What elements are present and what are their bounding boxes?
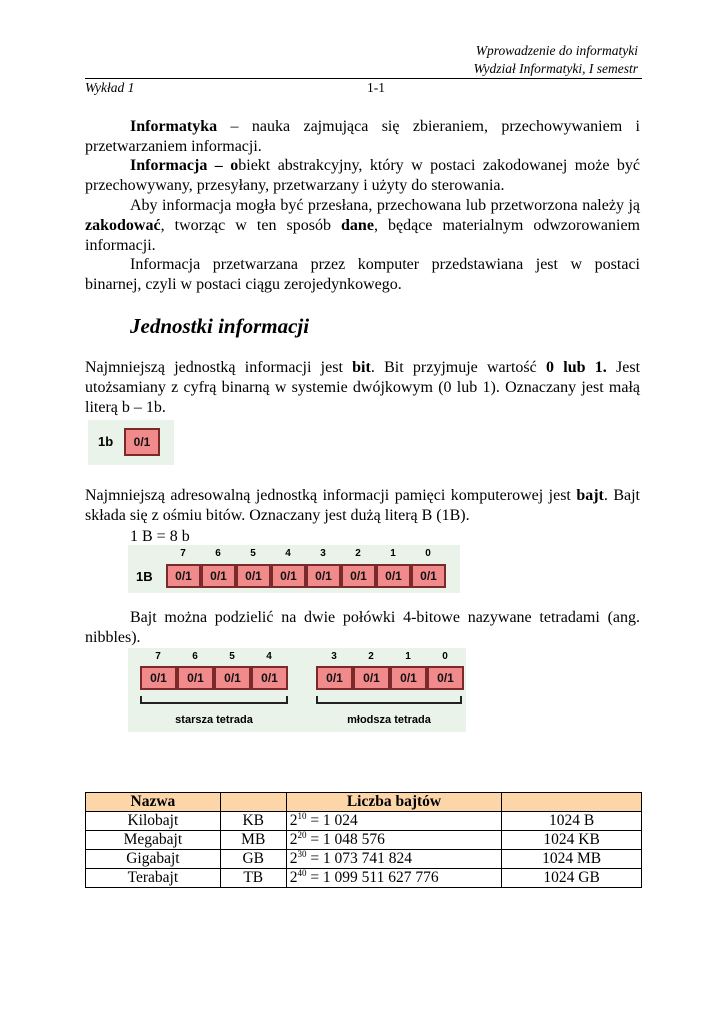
header-page-number: 1-1 <box>367 80 385 95</box>
nibble-bit-cell: 0/1 <box>214 666 251 690</box>
text-span: , będące materialnym odwzorowaniem informacji. <box>85 217 640 254</box>
text-span: . Bajt składa się z ośmiu bitów. Oznaczany jest dużą literą B (1B). <box>85 487 641 524</box>
bit-index-label: 6 <box>192 651 198 662</box>
unit-bytes <box>286 869 502 888</box>
bit-index-label: 5 <box>229 651 235 662</box>
bit-index-label: 1 <box>390 548 396 559</box>
unit-name: Terabajt <box>86 869 221 888</box>
high-nibble-brace <box>140 696 288 704</box>
nibble-bit-cell: 0/1 <box>140 666 177 690</box>
bit-index-label: 0 <box>442 651 448 662</box>
power-base: 2 <box>289 850 298 867</box>
bit-index-label: 5 <box>250 548 256 559</box>
nibble-bit-cell: 0/1 <box>427 666 464 690</box>
unit-name: Kilobajt <box>86 812 221 831</box>
bit-label: 1b <box>98 434 114 449</box>
byte-bit-cell: 0/1 <box>411 564 446 588</box>
low-nibble-brace <box>316 696 462 704</box>
unit-equivalent: 1024 KB <box>502 831 642 850</box>
bit-index-label: 3 <box>331 651 337 662</box>
paragraph-informacja <box>85 156 640 196</box>
bit-cell: 0/1 <box>124 428 160 456</box>
byte-bit-cell: 0/1 <box>271 564 306 588</box>
unit-abbr: KB <box>220 812 286 831</box>
paragraph-binarna: Informacja przetwarzana przez komputer przedstawiana jest w postaci binarnej, czyli w postaci ciągu zerojedynkowego. <box>85 256 640 293</box>
figure-nibbles <box>128 648 466 732</box>
table-header-row <box>86 793 642 812</box>
power-base: 2 <box>289 869 298 886</box>
term-bit: bit <box>352 359 371 376</box>
definition-informacja: biekt abstrakcyjny, który w postaci zakodowanej może być przechowywany, przesyłany, przetwarzany i użyty do sterowania. <box>85 157 641 194</box>
text-span: , tworząc w ten sposób <box>160 217 342 234</box>
header-name: Nazwa <box>86 793 221 812</box>
header-lecture: Wykład 1 <box>85 80 135 95</box>
bit-index-label: 7 <box>155 651 161 662</box>
bit-index-label: 7 <box>180 548 186 559</box>
bit-index-label: 4 <box>285 548 291 559</box>
term-informacja: Informacja – o <box>130 157 239 174</box>
power-exponent: 40 <box>297 867 307 878</box>
unit-name: Megabajt <box>86 831 221 850</box>
figure-byte <box>128 545 460 593</box>
table-row <box>86 850 642 869</box>
unit-abbr: MB <box>220 831 286 850</box>
header-abbr <box>220 793 286 812</box>
paragraph-nibble: Bajt można podzielić na dwie połówki 4-bitowe nazywane tetradami (ang. nibbles). <box>85 609 640 646</box>
unit-bytes <box>286 831 502 850</box>
text-span: . Bit przyjmuje wartość <box>370 359 547 376</box>
paragraph-bit <box>85 358 640 418</box>
unit-bytes <box>286 850 502 869</box>
units-table <box>85 792 642 888</box>
header-course-title: Wprowadzenie do informatyki <box>475 43 638 58</box>
nibble-bit-cell: 0/1 <box>316 666 353 690</box>
nibble-bit-cell: 0/1 <box>177 666 214 690</box>
unit-abbr: GB <box>220 850 286 869</box>
definition-informatyka: – nauka zajmująca się zbieraniem, przechowywaniem i przetwarzaniem informacji. <box>85 118 640 155</box>
power-exponent: 10 <box>297 810 307 821</box>
term-bajt: bajt <box>576 487 604 504</box>
term-informatyka: Informatyka <box>130 118 218 135</box>
nibble-bit-cell: 0/1 <box>390 666 427 690</box>
bit-index-label: 2 <box>355 548 361 559</box>
section-title: Jednostki informacji <box>130 314 310 338</box>
power-value: = 1 024 <box>306 812 358 829</box>
low-nibble-label: młodsza tetrada <box>347 714 431 726</box>
header-faculty: Wydział Informatyki, I semestr <box>473 61 638 76</box>
text-span: Jest utożsamiany z cyfrą binarną w systemie dwójkowym (0 lub 1). Oznaczany jest małą literą b – 1b. <box>85 359 641 416</box>
power-value: = 1 099 511 627 776 <box>306 869 439 886</box>
unit-equivalent: 1024 B <box>502 812 642 831</box>
term-dane: dane <box>341 217 374 234</box>
byte-equation: 1 B = 8 b <box>130 528 190 545</box>
bit-index-label: 4 <box>266 651 272 662</box>
text-span: Aby informacja mogła być przesłana, przechowana lub przetworzona należy ją <box>130 197 640 214</box>
high-nibble-label: starsza tetrada <box>175 714 253 726</box>
unit-abbr: TB <box>220 869 286 888</box>
byte-label: 1B <box>136 569 153 584</box>
bit-index-label: 3 <box>320 548 326 559</box>
bit-index-label: 6 <box>215 548 221 559</box>
paragraph-informatyka <box>85 117 640 157</box>
power-base: 2 <box>289 812 298 829</box>
byte-bit-cell: 0/1 <box>306 564 341 588</box>
figure-bit <box>88 420 174 465</box>
unit-name: Gigabajt <box>86 850 221 869</box>
power-base: 2 <box>289 831 298 848</box>
power-exponent: 30 <box>297 848 307 859</box>
unit-equivalent: 1024 GB <box>502 869 642 888</box>
text-span: Najmniejszą jednostką informacji jest <box>85 359 353 376</box>
power-value: = 1 073 741 824 <box>306 850 413 867</box>
header-divider <box>85 78 642 79</box>
byte-bit-cell: 0/1 <box>376 564 411 588</box>
table-row <box>86 812 642 831</box>
byte-bit-cell: 0/1 <box>236 564 271 588</box>
power-exponent: 20 <box>297 829 307 840</box>
unit-bytes <box>286 812 502 831</box>
nibble-bit-cell: 0/1 <box>353 666 390 690</box>
table-row <box>86 869 642 888</box>
paragraph-byte <box>85 486 640 526</box>
term-values: 0 lub 1. <box>546 359 607 376</box>
text-span: Najmniejszą adresowalną jednostką informacji pamięci komputerowej jest <box>85 487 577 504</box>
power-value: = 1 048 576 <box>306 831 385 848</box>
byte-bit-cell: 0/1 <box>166 564 201 588</box>
bit-index-label: 2 <box>368 651 374 662</box>
header-bytes: Liczba bajtów <box>286 793 502 812</box>
nibble-bit-cell: 0/1 <box>251 666 288 690</box>
paragraph-kodowanie <box>85 196 640 256</box>
table-row <box>86 831 642 850</box>
byte-bit-cell: 0/1 <box>201 564 236 588</box>
bit-index-label: 0 <box>425 548 431 559</box>
unit-equivalent: 1024 MB <box>502 850 642 869</box>
byte-bit-cell: 0/1 <box>341 564 376 588</box>
term-zakodowac: zakodować <box>85 217 161 234</box>
header-equivalent <box>502 793 642 812</box>
bit-index-label: 1 <box>405 651 411 662</box>
